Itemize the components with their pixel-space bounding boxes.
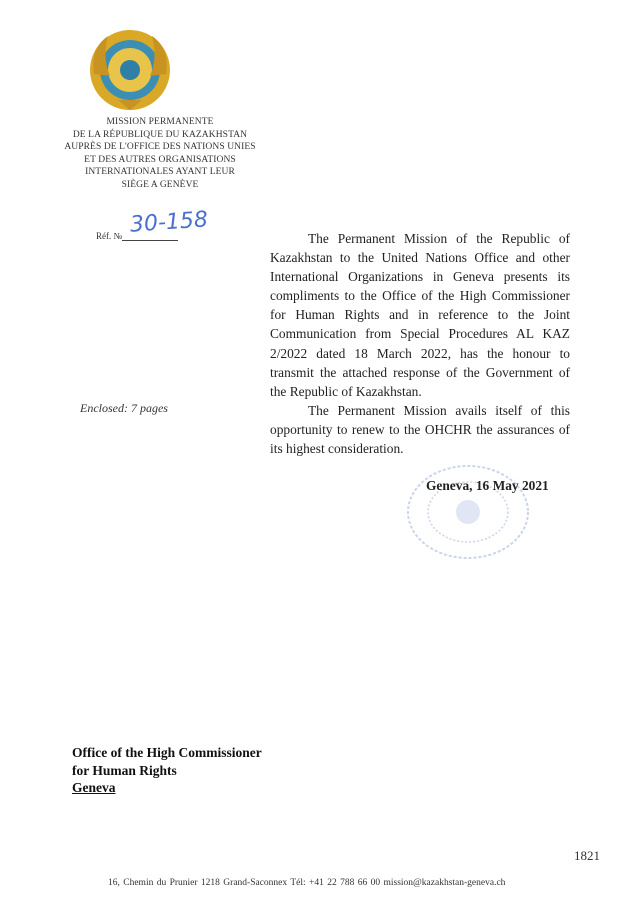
addressee-city: Geneva [72,780,116,795]
addressee-line: Office of the High Commissioner [72,745,262,760]
letterhead [50,116,270,192]
state-emblem-icon [88,28,172,112]
body-paragraph: The Permanent Mission of the Republic of Kazakhstan to the United Nations Office and other International Organizations in Geneva presents its compliments to the Office of the High Commissioner for Human Rights and in reference to the Joint Communication from Special Procedures AL KAZ 2/2022 dated 18 March 2022, has the honour to transmit the attached response of the Government of the Republic of Kazakhstan. [270,231,570,399]
letter-body [270,229,570,458]
ref-handwritten-value: 30-158 [129,207,209,238]
letter-date: Geneva, 16 May 2021 [426,478,549,493]
letterhead-line: AUPRÈS DE L'OFFICE DES NATIONS UNIES [64,142,256,153]
letterhead-line: ET DES AUTRES ORGANISATIONS [84,154,236,165]
body-paragraph: The Permanent Mission avails itself of this opportunity to renew to the OHCHR the assurances of its highest consideration. [270,402,570,457]
letterhead-line: SIÈGE A GENÈVE [121,179,199,190]
footer-address: 16, Chemin du Prunier 1218 Grand-Saconnex Tél: +41 22 788 66 00 mission@kazakhstan-geneva.ch [108,878,506,888]
addressee-block [72,744,262,797]
page-number: 1821 [574,848,600,863]
ref-label: Réf. № [96,231,123,241]
letterhead-line: DE LA RÉPUBLIQUE DU KAZAKHSTAN [72,129,248,140]
official-stamp-icon [403,462,533,562]
letterhead-line: MISSION PERMANENTE [106,117,214,127]
enclosure-note: Enclosed: 7 pages [80,401,168,415]
addressee-line: for Human Rights [72,762,177,778]
letterhead-line: INTERNATIONALES AYANT LEUR [85,167,235,178]
